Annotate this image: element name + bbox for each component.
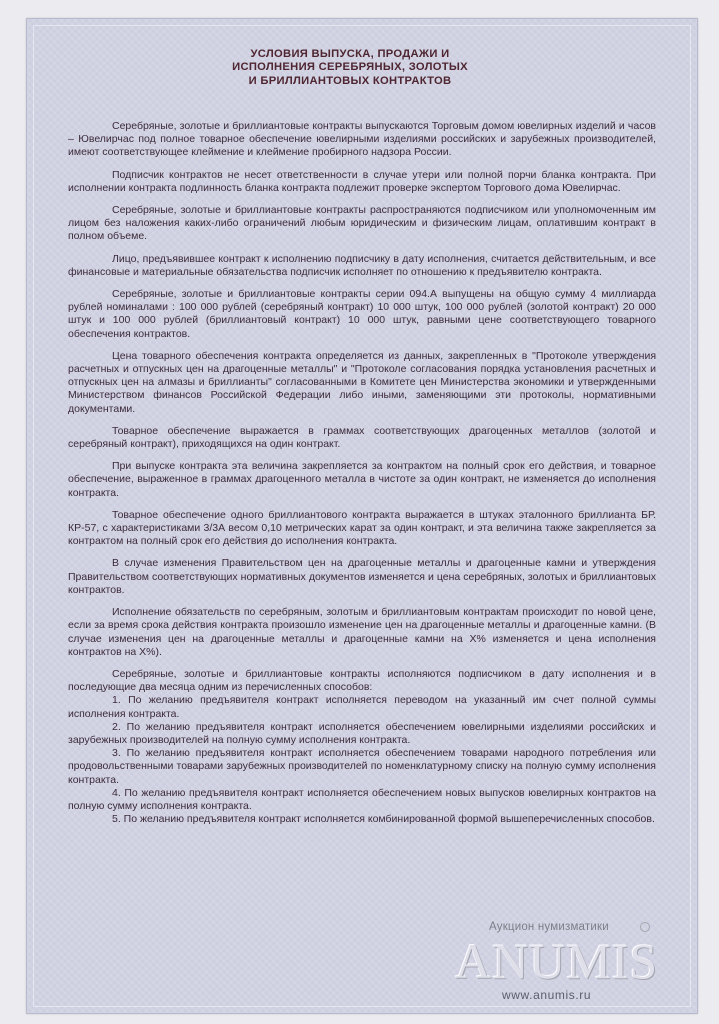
document-body	[68, 120, 656, 826]
method-item: 2. По желанию предъявителя контракт исполняется обеспечением ювелирными изделиями российских и зарубежных производителей на полную сумму исполнения контракта.	[68, 720, 656, 746]
paragraph-series: Серебряные, золотые и бриллиантовые контракты серии 094.А выпущены на общую сумму 4 миллиарда рублей номиналами : 100 000 рублей (серебряный контракт) 10 000 штук, 100 000 рублей (золотой контракт) 20 000 штук и 100 000 рублей (бриллиантовый контракт) 10 000 штук, равными цене соответствующего товарного обеспечения контрактов.	[68, 288, 656, 340]
method-item: 3. По желанию предъявителя контракт исполняется обеспечением товарами народного потребления или продовольственными товарами зарубежных производителей по номенклатурному списку на полную сумму исполнения контракта.	[68, 747, 656, 786]
paragraph-price-change: В случае изменения Правительством цен на драгоценные металлы и драгоценные камни и утверждения Правительством соответствующих нормативных документов изменяется и цена серебряных, золотых и бриллиантовых контрактов.	[68, 557, 656, 596]
paragraph-backing: Товарное обеспечение выражается в граммах соответствующих драгоценных металлов (золотой и серебряный контракт), приходящихся на один контракт.	[68, 424, 656, 451]
paragraph-distribution: Серебряные, золотые и бриллиантовые контракты распространяются подписчиком или уполномоченным им лицом без наложения каких-либо ограничений любым юридическим и физическим лицам, оплатившим контракт в полном объеме.	[68, 204, 656, 243]
paragraph-issuer: Серебряные, золотые и бриллиантовые контракты выпускаются Торговым домом ювелирных изделий и часов – Ювелирчас под полное товарное обеспечение ювелирными изделиями российских и зарубежных производителей, имеют соответствующее клеймение и клеймение пробирного надзора России.	[68, 120, 656, 159]
paragraph-methods-intro: Серебряные, золотые и бриллиантовые контракты исполняются подписчиком в дату исполнения и в последующие два месяца одним из перечисленных способов:	[68, 667, 656, 694]
method-item: 4. По желанию предъявителя контракт исполняется обеспечением новых выпусков ювелирных контрактов на полную сумму исполнения контракта.	[68, 786, 656, 812]
method-item: 1. По желанию предъявителя контракт исполняется переводом на указанный им счет полной суммы исполнения контракта.	[68, 694, 656, 720]
watermark-logo: ANUMIS	[455, 933, 659, 989]
paragraph-liability: Подписчик контрактов не несет ответственности в случае утери или полной порчи бланка контракта. При исполнении контракта подлинность бланка контракта подлежит проверке экспертом Торгового дома Ювелирчас.	[68, 168, 656, 194]
paragraph-new-price: Исполнение обязательств по серебряным, золотым и бриллиантовым контрактам происходит по новой цене, если за время срока действия контракта произошло изменение цен на драгоценные металлы и драгоценные камни. (В случае изменения цен на драгоценные металлы и драгоценные камни на X% изменяется и цена исполнения контрактов на X%).	[68, 606, 656, 658]
watermark-url: www.anumis.ru	[502, 988, 592, 1002]
title-line: УСЛОВИЯ ВЫПУСКА, ПРОДАЖИ И	[250, 48, 450, 60]
paragraph-price: Цена товарного обеспечения контракта определяется из данных, закрепленных в "Протоколе утверждения расчетных и отпускных цен на драгоценные металлы" и "Протоколе согласования порядка установления расчетных и отпускных цен на алмазы и бриллианты" согласованными в Комитете цен Министерства экономики и утвержденными Министерством финансов Российской Федерации либо иными, заменяющими эти протоколы, нормативными документами.	[68, 349, 656, 415]
method-item: 5. По желанию предъявителя контракт исполняется комбинированной формой вышеперечисленных способов.	[112, 813, 655, 826]
watermark-circle-icon	[640, 922, 650, 932]
document-title	[90, 48, 610, 88]
paragraph-diamond: Товарное обеспечение одного бриллиантового контракта выражается в штуках эталонного бриллианта БР. КР-57, с характеристиками 3/3А весом 0,10 метрических карат за один контракт, и эта величина также закрепляется за контрактом на полный срок его действия до исполнения контракта.	[68, 508, 656, 548]
title-line: ИСПОЛНЕНИЯ СЕРЕБРЯНЫХ, ЗОЛОТЫХ	[232, 61, 468, 74]
watermark-caption: Аукцион нумизматики	[489, 921, 609, 933]
paragraph-fixed-value: При выпуске контракта эта величина закрепляется за контрактом на полный срок его действия, и товарное обеспечение, выраженное в граммах драгоценного металла в чистоте за один контракт, не изменяется до исполнения контракта.	[68, 460, 656, 499]
paragraph-bearer: Лицо, предъявившее контракт к исполнению подписчику в дату исполнения, считается действительным, и все финансовые и материальные обязательства подписчик исполняет по отношению к предъявителю контракта.	[68, 252, 656, 278]
title-line: И БРИЛЛИАНТОВЫХ КОНТРАКТОВ	[248, 74, 452, 87]
